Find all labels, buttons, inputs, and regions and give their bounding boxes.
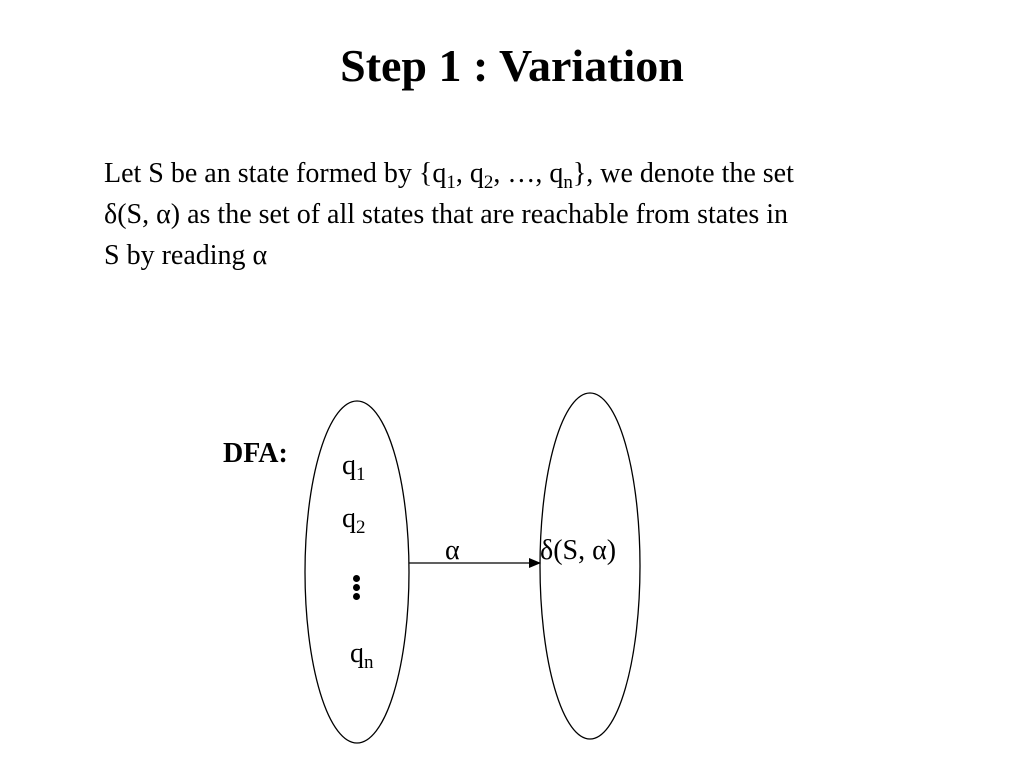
subscript: n bbox=[563, 172, 573, 193]
paragraph-line-2: δ(S, α) as the set of all states that are reachable from states in bbox=[104, 199, 789, 230]
paragraph-text: , q bbox=[455, 158, 484, 189]
vertical-ellipsis-icon bbox=[353, 575, 361, 601]
subscript: 1 bbox=[446, 172, 456, 193]
state-qn bbox=[350, 638, 374, 673]
state-subscript: n bbox=[364, 652, 374, 673]
paragraph-text: }, we denote the set bbox=[572, 158, 794, 189]
subscript: 2 bbox=[483, 172, 494, 193]
dfa-label: DFA: bbox=[223, 438, 288, 469]
state-q1 bbox=[342, 450, 366, 485]
state-name: q bbox=[342, 450, 356, 481]
paragraph-line-3: S by reading α bbox=[104, 240, 268, 271]
transition-label: α bbox=[445, 535, 460, 566]
state-q2 bbox=[342, 503, 366, 538]
state-name: q bbox=[350, 638, 364, 669]
state-name: q bbox=[342, 503, 356, 534]
state-subscript: 2 bbox=[356, 517, 366, 538]
paragraph-text: , …, q bbox=[493, 158, 564, 189]
target-set-label: δ(S, α) bbox=[540, 535, 617, 566]
state-subscript: 1 bbox=[356, 464, 366, 485]
paragraph-text: Let S be an state formed by {q bbox=[104, 158, 447, 189]
slide-title: Step 1 : Variation bbox=[340, 40, 684, 91]
